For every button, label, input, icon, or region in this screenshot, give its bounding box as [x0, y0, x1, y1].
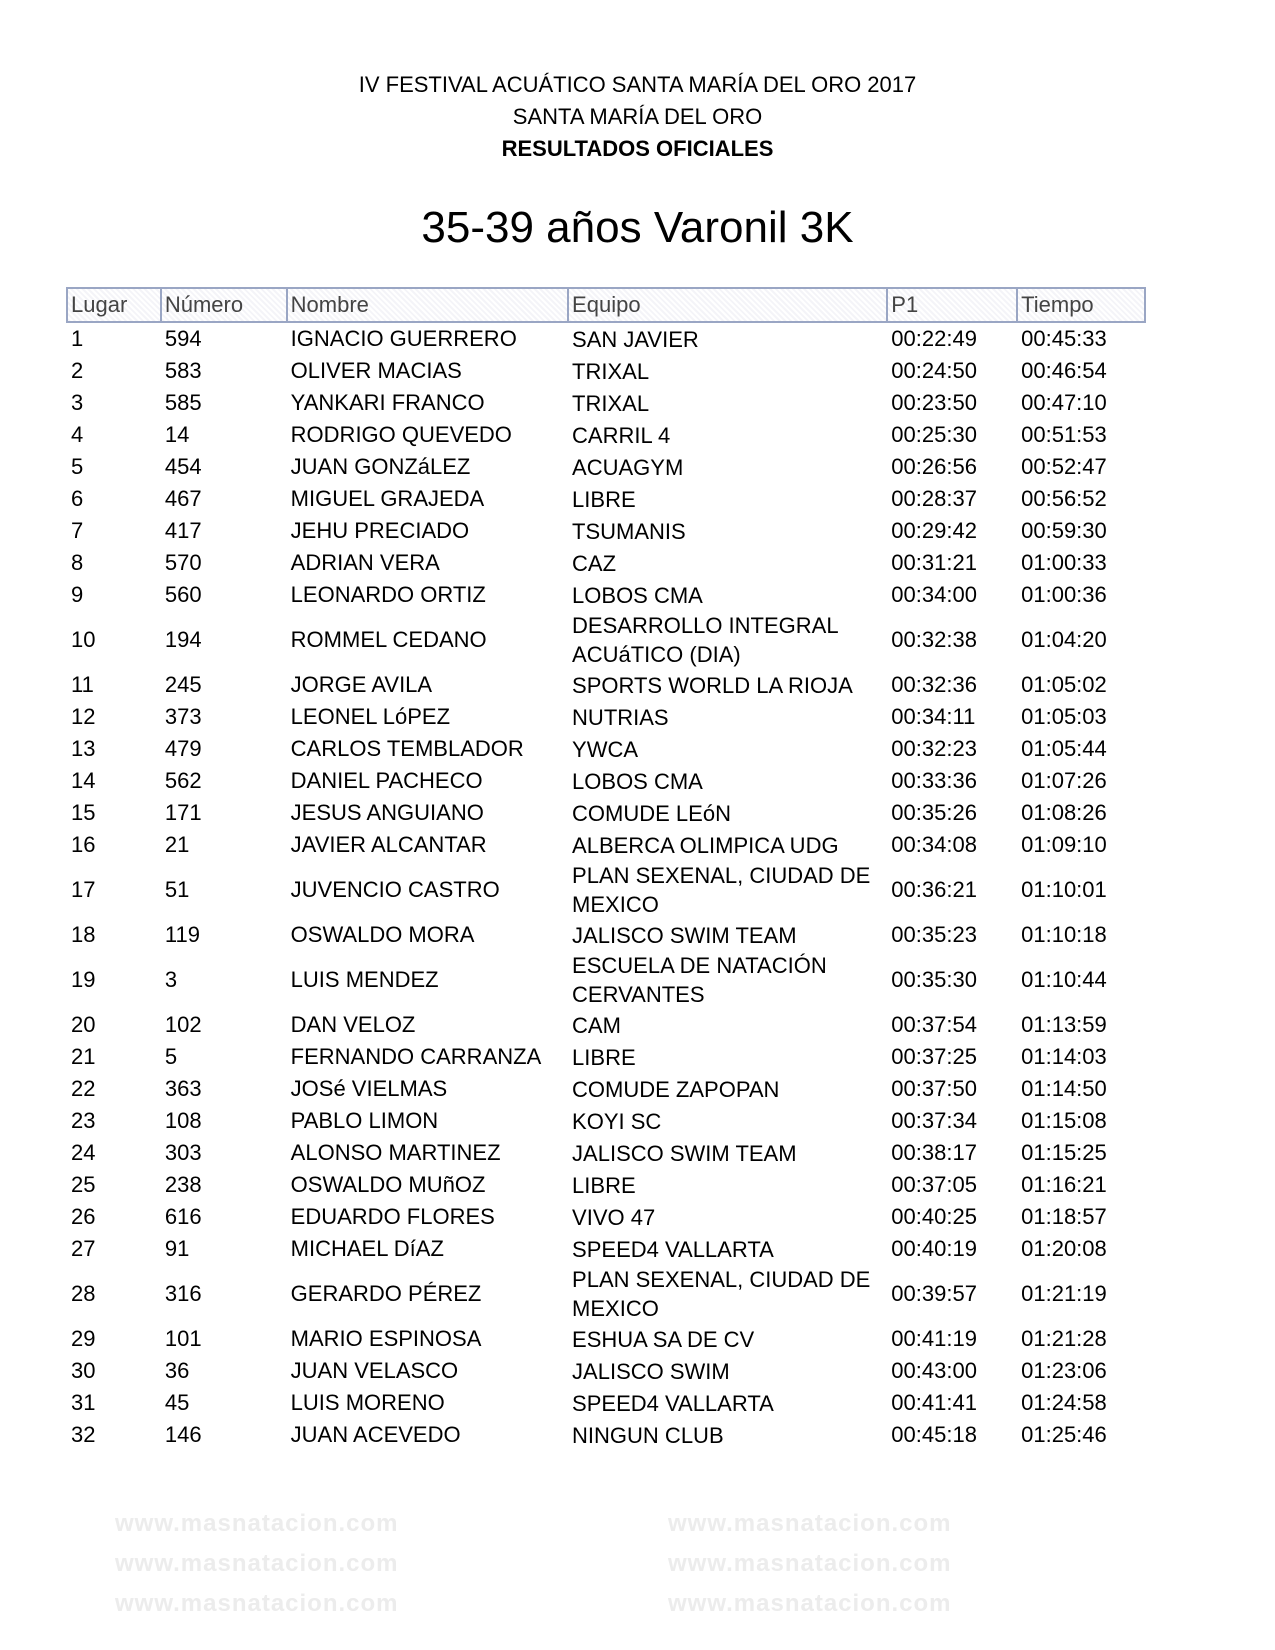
cell-nombre: JEHU PRECIADO — [290, 518, 470, 543]
watermark: www.masnatacion.com — [115, 1510, 399, 1537]
cell-numero: 585 — [164, 390, 202, 415]
cell-nombre: IGNACIO GUERRERO — [290, 326, 517, 351]
category-title: 35-39 años Varonil 3K — [421, 203, 854, 252]
cell-nombre: JUAN ACEVEDO — [290, 1422, 461, 1447]
cell-numero: 36 — [164, 1358, 190, 1383]
cell-lugar: 23 — [71, 1108, 96, 1133]
cell-tiempo: 01:14:50 — [1021, 1076, 1107, 1101]
cell-numero: 102 — [164, 1012, 202, 1037]
cell-tiempo: 00:51:53 — [1021, 422, 1107, 447]
cell-lugar: 9 — [71, 582, 84, 607]
cell-numero: 373 — [164, 704, 202, 729]
cell-p1: 00:41:19 — [891, 1326, 977, 1351]
cell-nombre: YANKARI FRANCO — [290, 390, 485, 415]
table-row — [67, 419, 1145, 451]
cell-lugar: 25 — [71, 1172, 96, 1197]
cell-tiempo: 01:04:20 — [1021, 627, 1107, 652]
table-row — [67, 919, 1145, 951]
cell-p1: 00:39:57 — [891, 1281, 977, 1306]
cell-lugar: 17 — [71, 877, 96, 902]
cell-nombre: DAN VELOZ — [290, 1012, 416, 1037]
cell-equipo: NINGUN CLUB — [572, 1422, 724, 1448]
cell-equipo: DESARROLLO INTEGRAL ACUáTICO (DIA) — [572, 613, 838, 667]
cell-numero: 171 — [164, 800, 202, 825]
cell-lugar: 15 — [71, 800, 96, 825]
table-row — [67, 1009, 1145, 1041]
cell-p1: 00:32:38 — [891, 627, 977, 652]
cell-tiempo: 01:08:26 — [1021, 800, 1107, 825]
cell-numero: 194 — [164, 627, 202, 652]
table-row — [67, 861, 1145, 919]
results-table — [66, 287, 1146, 1451]
cell-nombre: LEONEL LóPEZ — [290, 704, 451, 729]
cell-nombre: JESUS ANGUIANO — [290, 800, 484, 825]
cell-numero: 146 — [164, 1422, 202, 1447]
cell-numero: 45 — [164, 1390, 190, 1415]
cell-equipo: YWCA — [572, 736, 639, 762]
cell-equipo: KOYI SC — [572, 1108, 662, 1134]
cell-lugar: 24 — [71, 1140, 96, 1165]
col-lugar: Lugar — [67, 288, 161, 322]
cell-numero: 454 — [164, 454, 202, 479]
cell-tiempo: 01:07:26 — [1021, 768, 1107, 793]
table-row — [67, 547, 1145, 579]
cell-p1: 00:34:08 — [891, 832, 977, 857]
cell-numero: 3 — [164, 967, 178, 992]
table-row — [67, 1169, 1145, 1201]
cell-p1: 00:23:50 — [891, 390, 977, 415]
cell-nombre: ALONSO MARTINEZ — [290, 1140, 501, 1165]
col-p1: P1 — [887, 288, 1017, 322]
table-row — [67, 1387, 1145, 1419]
cell-lugar: 2 — [71, 358, 84, 383]
cell-p1: 00:40:25 — [891, 1204, 977, 1229]
cell-p1: 00:28:37 — [891, 486, 977, 511]
cell-equipo: TRIXAL — [572, 390, 650, 416]
cell-numero: 91 — [164, 1236, 190, 1261]
cell-equipo: ESCUELA DE NATACIÓN CERVANTES — [572, 953, 827, 1007]
event-title: IV FESTIVAL ACUÁTICO SANTA MARÍA DEL ORO 2017 — [358, 72, 917, 97]
col-tiempo: Tiempo — [1017, 288, 1145, 322]
cell-equipo: JALISCO SWIM — [572, 1358, 730, 1384]
table-row — [67, 1265, 1145, 1323]
cell-numero: 616 — [164, 1204, 202, 1229]
cell-nombre: JUAN VELASCO — [290, 1358, 459, 1383]
cell-nombre: LEONARDO ORTIZ — [290, 582, 486, 607]
table-row — [67, 579, 1145, 611]
cell-equipo: CAZ — [572, 550, 617, 576]
cell-nombre: PABLO LIMON — [290, 1108, 439, 1133]
table-row — [67, 1073, 1145, 1105]
cell-p1: 00:25:30 — [891, 422, 977, 447]
cell-nombre: MARIO ESPINOSA — [290, 1326, 482, 1351]
cell-nombre: JUVENCIO CASTRO — [290, 877, 500, 902]
cell-lugar: 3 — [71, 390, 84, 415]
table-row — [67, 322, 1145, 355]
cell-equipo: LOBOS CMA — [572, 768, 703, 794]
cell-tiempo: 01:20:08 — [1021, 1236, 1107, 1261]
table-row — [67, 515, 1145, 547]
col-equipo: Equipo — [568, 288, 887, 322]
cell-p1: 00:24:50 — [891, 358, 977, 383]
cell-tiempo: 01:13:59 — [1021, 1012, 1107, 1037]
cell-equipo: SPORTS WORLD LA RIOJA — [572, 672, 853, 698]
cell-nombre: JORGE AVILA — [290, 672, 433, 697]
cell-lugar: 20 — [71, 1012, 96, 1037]
cell-equipo: SAN JAVIER — [572, 326, 699, 352]
event-location: SANTA MARÍA DEL ORO — [512, 104, 763, 129]
cell-equipo: ACUAGYM — [572, 454, 684, 480]
cell-tiempo: 00:56:52 — [1021, 486, 1107, 511]
cell-equipo: CAM — [572, 1012, 621, 1038]
col-nombre: Nombre — [287, 288, 568, 322]
cell-lugar: 18 — [71, 922, 96, 947]
table-row — [67, 1137, 1145, 1169]
table-row — [67, 1419, 1145, 1451]
cell-p1: 00:31:21 — [891, 550, 977, 575]
cell-nombre: MIGUEL GRAJEDA — [290, 486, 485, 511]
table-row — [67, 733, 1145, 765]
cell-tiempo: 01:23:06 — [1021, 1358, 1107, 1383]
cell-p1: 00:45:18 — [891, 1422, 977, 1447]
cell-p1: 00:29:42 — [891, 518, 977, 543]
cell-numero: 560 — [164, 582, 202, 607]
cell-tiempo: 01:24:58 — [1021, 1390, 1107, 1415]
cell-equipo: PLAN SEXENAL, CIUDAD DE MEXICO — [572, 863, 871, 917]
cell-p1: 00:35:26 — [891, 800, 977, 825]
cell-tiempo: 01:14:03 — [1021, 1044, 1107, 1069]
cell-p1: 00:41:41 — [891, 1390, 977, 1415]
cell-nombre: ADRIAN VERA — [290, 550, 440, 575]
watermark: www.masnatacion.com — [668, 1590, 952, 1617]
cell-equipo: SPEED4 VALLARTA — [572, 1236, 774, 1262]
cell-p1: 00:33:36 — [891, 768, 977, 793]
table-row — [67, 1201, 1145, 1233]
cell-equipo: TSUMANIS — [572, 518, 686, 544]
cell-p1: 00:38:17 — [891, 1140, 977, 1165]
cell-p1: 00:26:56 — [891, 454, 977, 479]
cell-numero: 316 — [164, 1281, 202, 1306]
cell-numero: 5 — [164, 1044, 178, 1069]
table-row — [67, 1355, 1145, 1387]
cell-lugar: 7 — [71, 518, 84, 543]
col-numero: Número — [161, 288, 287, 322]
cell-lugar: 26 — [71, 1204, 96, 1229]
table-row — [67, 1323, 1145, 1355]
cell-tiempo: 01:15:08 — [1021, 1108, 1107, 1133]
cell-lugar: 11 — [71, 672, 94, 697]
cell-lugar: 21 — [71, 1044, 96, 1069]
cell-tiempo: 01:09:10 — [1021, 832, 1107, 857]
cell-tiempo: 01:05:03 — [1021, 704, 1107, 729]
cell-tiempo: 00:59:30 — [1021, 518, 1107, 543]
cell-nombre: OSWALDO MUñOZ — [290, 1172, 486, 1197]
cell-numero: 467 — [164, 486, 202, 511]
cell-equipo: LIBRE — [572, 486, 636, 512]
cell-lugar: 27 — [71, 1236, 96, 1261]
cell-p1: 00:22:49 — [891, 326, 977, 351]
cell-lugar: 10 — [71, 627, 96, 652]
cell-tiempo: 01:18:57 — [1021, 1204, 1107, 1229]
cell-nombre: OLIVER MACIAS — [290, 358, 462, 383]
cell-tiempo: 01:10:44 — [1021, 967, 1107, 992]
cell-p1: 00:37:25 — [891, 1044, 977, 1069]
cell-numero: 108 — [164, 1108, 202, 1133]
cell-tiempo: 01:05:02 — [1021, 672, 1107, 697]
cell-tiempo: 01:10:18 — [1021, 922, 1107, 947]
cell-nombre: ROMMEL CEDANO — [290, 627, 487, 652]
cell-lugar: 5 — [71, 454, 84, 479]
table-row — [67, 829, 1145, 861]
table-row — [67, 611, 1145, 669]
cell-numero: 51 — [164, 877, 190, 902]
cell-p1: 00:43:00 — [891, 1358, 977, 1383]
cell-lugar: 30 — [71, 1358, 96, 1383]
results-heading: RESULTADOS OFICIALES — [501, 136, 774, 161]
table-row — [67, 387, 1145, 419]
cell-tiempo: 01:10:01 — [1021, 877, 1107, 902]
cell-nombre: JAVIER ALCANTAR — [290, 832, 487, 857]
table-row — [67, 797, 1145, 829]
cell-numero: 562 — [164, 768, 202, 793]
cell-equipo: LIBRE — [572, 1172, 636, 1198]
cell-lugar: 8 — [71, 550, 84, 575]
cell-nombre: GERARDO PÉREZ — [290, 1281, 482, 1306]
cell-p1: 00:32:36 — [891, 672, 977, 697]
cell-p1: 00:35:30 — [891, 967, 977, 992]
table-row — [67, 483, 1145, 515]
cell-nombre: LUIS MORENO — [290, 1390, 445, 1415]
cell-p1: 00:36:21 — [891, 877, 977, 902]
watermark: www.masnatacion.com — [668, 1510, 952, 1537]
cell-tiempo: 00:52:47 — [1021, 454, 1107, 479]
table-header-row — [67, 288, 1145, 322]
cell-tiempo: 01:21:19 — [1021, 1281, 1107, 1306]
cell-equipo: PLAN SEXENAL, CIUDAD DE MEXICO — [572, 1267, 871, 1321]
cell-nombre: FERNANDO CARRANZA — [290, 1044, 542, 1069]
cell-nombre: JUAN GONZáLEZ — [290, 454, 471, 479]
cell-p1: 00:37:54 — [891, 1012, 977, 1037]
cell-numero: 101 — [164, 1326, 202, 1351]
cell-p1: 00:37:34 — [891, 1108, 977, 1133]
table-row — [67, 451, 1145, 483]
cell-numero: 14 — [164, 422, 190, 447]
cell-p1: 00:37:50 — [891, 1076, 977, 1101]
cell-p1: 00:34:11 — [891, 704, 976, 729]
cell-numero: 303 — [164, 1140, 202, 1165]
table-row — [67, 355, 1145, 387]
cell-numero: 479 — [164, 736, 202, 761]
watermark: www.masnatacion.com — [115, 1590, 399, 1617]
cell-numero: 570 — [164, 550, 202, 575]
cell-nombre: CARLOS TEMBLADOR — [290, 736, 524, 761]
cell-equipo: JALISCO SWIM TEAM — [572, 922, 797, 948]
cell-equipo: TRIXAL — [572, 358, 650, 384]
cell-equipo: COMUDE ZAPOPAN — [572, 1076, 780, 1102]
cell-lugar: 29 — [71, 1326, 96, 1351]
cell-tiempo: 01:00:33 — [1021, 550, 1107, 575]
cell-tiempo: 00:45:33 — [1021, 326, 1107, 351]
cell-numero: 21 — [164, 832, 190, 857]
cell-equipo: NUTRIAS — [572, 704, 669, 730]
cell-p1: 00:32:23 — [891, 736, 977, 761]
cell-lugar: 12 — [71, 704, 96, 729]
table-row — [67, 701, 1145, 733]
cell-numero: 363 — [164, 1076, 202, 1101]
cell-equipo: SPEED4 VALLARTA — [572, 1390, 774, 1416]
cell-tiempo: 00:47:10 — [1021, 390, 1107, 415]
cell-p1: 00:34:00 — [891, 582, 977, 607]
cell-numero: 238 — [164, 1172, 202, 1197]
cell-numero: 594 — [164, 326, 202, 351]
watermark: www.masnatacion.com — [668, 1550, 952, 1577]
cell-tiempo: 01:00:36 — [1021, 582, 1107, 607]
cell-numero: 417 — [164, 518, 202, 543]
table-row — [67, 1233, 1145, 1265]
cell-lugar: 6 — [71, 486, 84, 511]
cell-numero: 245 — [164, 672, 202, 697]
cell-nombre: JOSé VIELMAS — [290, 1076, 448, 1101]
cell-nombre: MICHAEL DíAZ — [290, 1236, 444, 1261]
cell-tiempo: 01:15:25 — [1021, 1140, 1107, 1165]
cell-p1: 00:35:23 — [891, 922, 977, 947]
cell-lugar: 32 — [71, 1422, 96, 1447]
cell-nombre: LUIS MENDEZ — [290, 967, 439, 992]
cell-nombre: DANIEL PACHECO — [290, 768, 483, 793]
table-row — [67, 951, 1145, 1009]
cell-equipo: ESHUA SA DE CV — [572, 1326, 755, 1352]
table-row — [67, 765, 1145, 797]
cell-lugar: 31 — [71, 1390, 96, 1415]
cell-equipo: VIVO 47 — [572, 1204, 656, 1230]
cell-lugar: 4 — [71, 422, 84, 447]
table-row — [67, 669, 1145, 701]
cell-equipo: CARRIL 4 — [572, 422, 671, 448]
cell-equipo: ALBERCA OLIMPICA UDG — [572, 832, 839, 858]
cell-lugar: 28 — [71, 1281, 96, 1306]
cell-nombre: EDUARDO FLORES — [290, 1204, 495, 1229]
cell-numero: 583 — [164, 358, 202, 383]
cell-equipo: JALISCO SWIM TEAM — [572, 1140, 797, 1166]
cell-lugar: 16 — [71, 832, 96, 857]
cell-tiempo: 00:46:54 — [1021, 358, 1107, 383]
watermark: www.masnatacion.com — [115, 1550, 399, 1577]
cell-equipo: LOBOS CMA — [572, 582, 703, 608]
cell-equipo: COMUDE LEóN — [572, 800, 731, 826]
table-row — [67, 1105, 1145, 1137]
cell-numero: 119 — [164, 922, 200, 947]
cell-tiempo: 01:21:28 — [1021, 1326, 1107, 1351]
cell-lugar: 19 — [71, 967, 96, 992]
cell-nombre: RODRIGO QUEVEDO — [290, 422, 512, 447]
table-row — [67, 1041, 1145, 1073]
cell-lugar: 1 — [71, 326, 84, 351]
cell-p1: 00:37:05 — [891, 1172, 977, 1197]
cell-nombre: OSWALDO MORA — [290, 922, 475, 947]
cell-equipo: LIBRE — [572, 1044, 636, 1070]
cell-tiempo: 01:16:21 — [1021, 1172, 1107, 1197]
cell-tiempo: 01:05:44 — [1021, 736, 1107, 761]
cell-lugar: 22 — [71, 1076, 96, 1101]
cell-lugar: 13 — [71, 736, 96, 761]
cell-p1: 00:40:19 — [891, 1236, 977, 1261]
cell-lugar: 14 — [71, 768, 96, 793]
cell-tiempo: 01:25:46 — [1021, 1422, 1107, 1447]
